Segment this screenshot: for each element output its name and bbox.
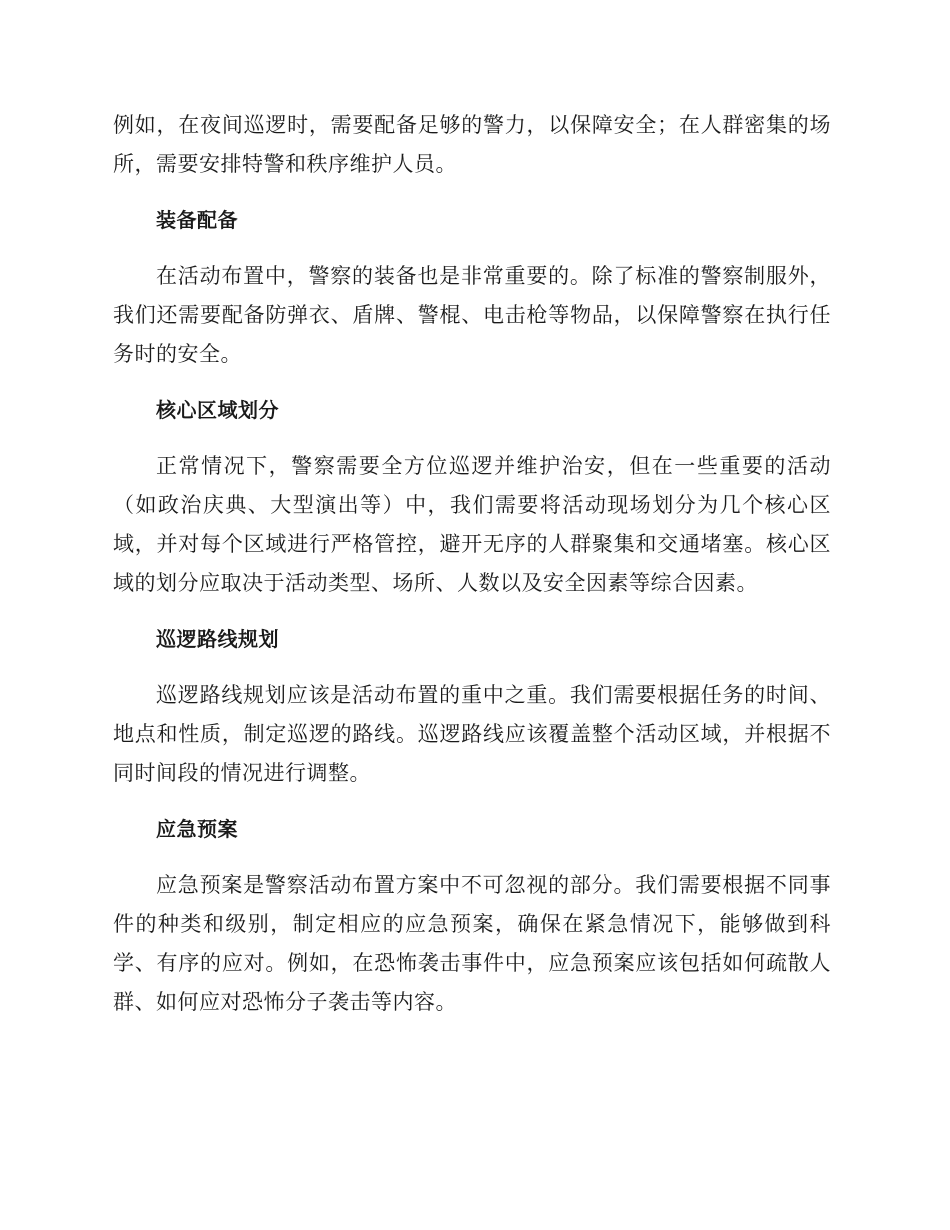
section-heading: 核心区域划分 — [156, 398, 279, 422]
section-core-zones — [113, 391, 831, 603]
section-emergency-plan — [113, 810, 831, 1022]
section-heading: 装备配备 — [156, 208, 238, 232]
opening-paragraph: 例如，在夜间巡逻时，需要配备足够的警力，以保障安全；在人群密集的场所，需要安排特警和秩序维护人员。 — [113, 113, 831, 176]
section-paragraph: 在活动布置中，警察的装备也是非常重要的。除了标准的警察制服外，我们还需要配备防弹衣、盾牌、警棍、电击枪等物品，以保障警察在执行任务时的安全。 — [113, 264, 831, 366]
section-paragraph: 正常情况下，警察需要全方位巡逻并维护治安，但在一些重要的活动（如政治庆典、大型演出等）中，我们需要将活动现场划分为几个核心区域，并对每个区域进行严格管控，避开无序的人群聚集和交通堵塞。核心区域的划分应取决于活动类型、场所、人数以及安全因素等综合因素。 — [113, 454, 831, 595]
section-paragraph: 巡逻路线规划应该是活动布置的重中之重。我们需要根据任务的时间、地点和性质，制定巡逻的路线。巡逻路线应该覆盖整个活动区域，并根据不同时间段的情况进行调整。 — [113, 683, 831, 785]
section-heading: 巡逻路线规划 — [156, 627, 279, 651]
document-body — [113, 106, 831, 1022]
section-heading: 应急预案 — [156, 817, 238, 841]
section-paragraph: 应急预案是警察活动布置方案中不可忽视的部分。我们需要根据不同事件的种类和级别，制定相应的应急预案，确保在紧急情况下，能够做到科学、有序的应对。例如，在恐怖袭击事件中，应急预案应该包括如何疏散人群、如何应对恐怖分子袭击等内容。 — [113, 873, 831, 1014]
section-equipment — [113, 201, 831, 374]
section-patrol-route — [113, 620, 831, 793]
